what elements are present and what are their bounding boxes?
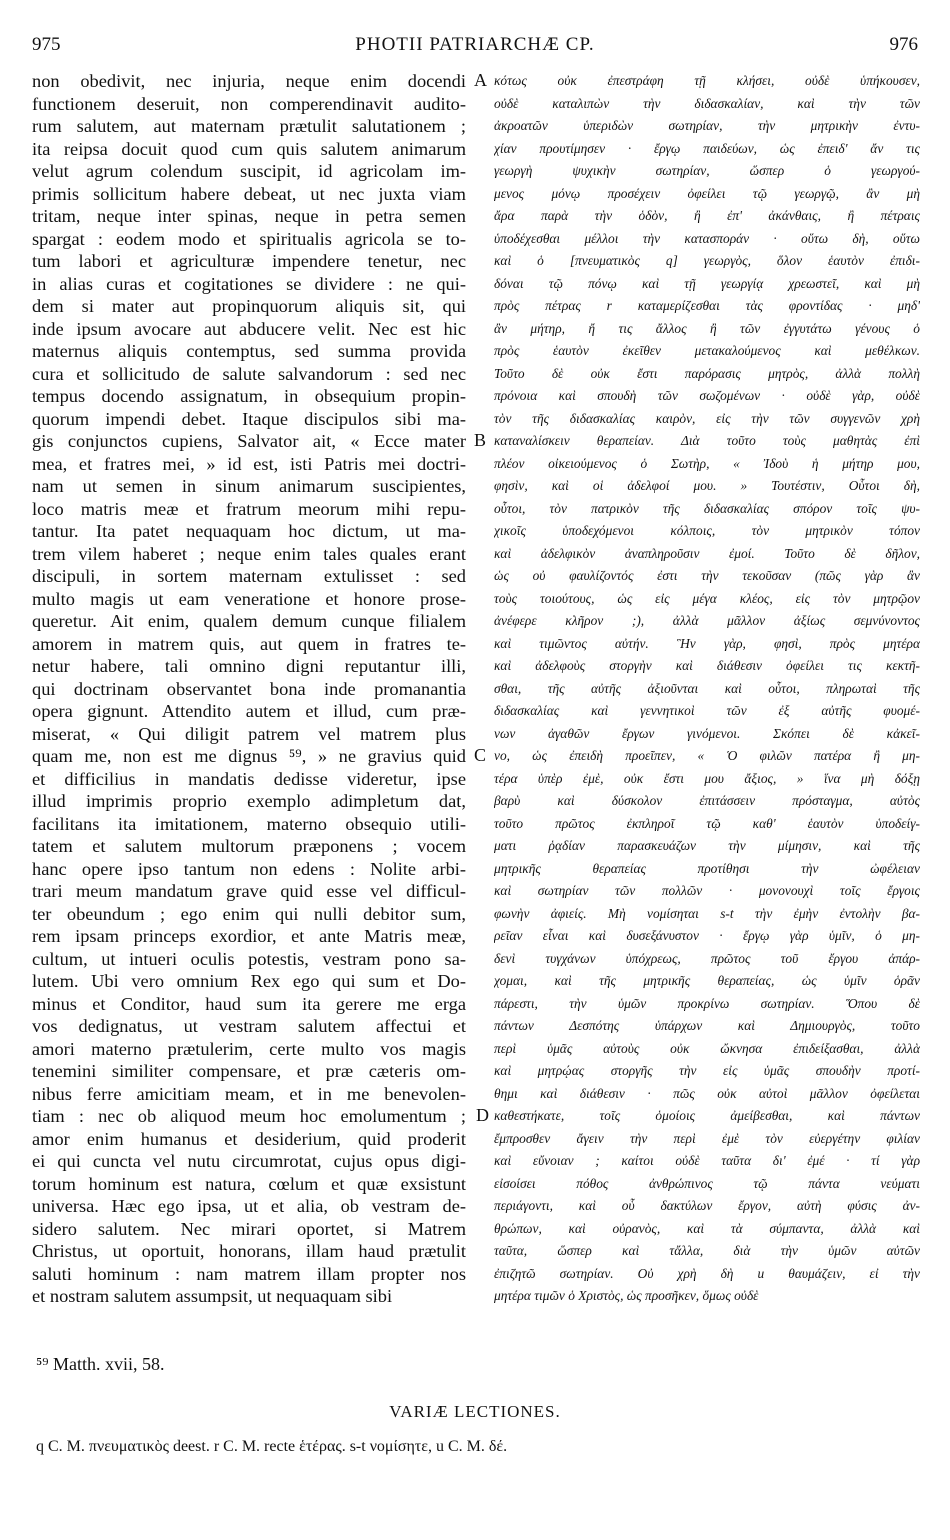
text-line: διδασκαλίας καὶ γεννητικοὶ τῶν ἐξ αὐτῆς φυομέ- [494,703,920,718]
text-line: καὶ ὁ [πνευματικὸς q] γεωργὸς, ὅλον ἑαυτὸν ἐπιδι- [494,253,920,268]
text-line: πάρεστι, τὴν ὑμῶν προκρίνω σωτηρίαν. Ὅπου δὲ [494,995,920,1011]
text-line: quorum impendi debet. Itaque discipulos sibi ma- [32,408,466,429]
text-line: facilitans ita imitationem, materno obsequio utili- [32,813,466,834]
text-line: functionem deseruit, non comperendinavit audito- [32,93,466,114]
text-line: μητρικῆς θεραπείας προτίθησι τὴν ὠφέλειαν [494,860,920,876]
text-line: νων ἀγαθῶν ἔργων γινόμενοι. Σκόπει δὲ κἀκεῖ- [494,725,920,741]
text-line: tiam : nec ob aliquod meum hoc emolumentum ; [32,1106,466,1126]
text-line: ἄρα παρὰ τὴν ὁδὸν, ἢ ἐπ' ἀκάνθαις, ἢ πέτραις [494,208,920,223]
text-line: τέρα ὑπὲρ ἐμὲ, οὐκ ἔστι μου ἄξιος, » ἵνα μὴ δόξῃ [494,770,920,786]
text-line: πρὸς πέτρας r καταμερίζεσθαι τὰς φροντίδας · μηδ' [494,298,920,313]
text-line: οὐδὲ καταλιπὼν τὴν διδασκαλίαν, καὶ τὴν τῶν [494,95,920,111]
latin-column [32,70,466,1308]
text-line: πρόνοια καὶ σπουδὴ τῶν σωζομένων · οὐδὲ γὰρ, οὐδὲ [494,388,920,403]
text-line: cultum, ut intueri oculis potestis, vestram pono sa- [32,948,466,969]
text-line: θημι καὶ διάθεσιν · πῶς οὐκ αὐτοὶ μᾶλλον ὀφείλεται [494,1085,920,1101]
text-line: ἔμπροσθεν ἄγειν τὴν περὶ ἐμὲ τὸν εὐεργέτην φιλίαν [494,1130,920,1146]
text-line: πρὸς ἑαυτὸν ἐκεῖθεν μετακαλούμενος καὶ μεθέλκων. [494,343,920,358]
text-line: tantur. Ita patet nequaquam hoc dictum, ut ma- [32,521,466,541]
text-line: tritam, neque inter spinas, neque in petra semen [32,206,466,226]
text-line: δενὶ τυγχάνων ὑπόχρεως, πρῶτος τοῦ ἔργου ἀπάρ- [494,950,920,966]
text-line: ρεῖαν εἶναι καὶ δυσεξάνυστον · ἔργῳ γὰρ ὑμῖν, ὁ μη- [494,928,920,943]
text-line: ἂν μήτηρ, ἤ τις ἄλλος ἢ τῶν ἐγγυτάτω γένους ὁ [494,320,920,336]
text-line: nam ut semen in sinum animarum suscipientes, [32,476,466,496]
text-line: ὑποδέχεσθαι μέλλοι τὴν κατασποράν · οὕτω δὴ, οὕτω [494,230,920,246]
text-line: τοῦτο πρῶτος ἐκπληροῖ τῷ καθ' ἑαυτὸν ὑποδείγ- [494,815,920,831]
text-line: ita reipsa docuit quod cum quis salutem animarum [32,138,466,159]
variae-lectiones-notes: q C. M. πνευματικὸς deest. r C. M. recte ἑτέρας. s-t νομίσητε, u C. M. δέ. [36,1438,508,1455]
text-line: queretur. Ait enim, qualem demum cunque filialem [32,611,466,631]
margin-marker-d: D [476,1105,489,1125]
text-line: καθεστήκατε, τοῖς ὁμοίοις ἀμείβεσθαι, καὶ πάντων [494,1108,920,1123]
text-line: trem vilem haberet ; neque enim tales quales erant [32,543,466,564]
text-line: hanc opere ipso tantum non edens : Nolite arbi- [32,858,466,879]
text-line: non obedivit, nec injuria, neque enim docendi [32,71,466,91]
text-line: rem ipsam princeps exordior, et ante Matris meæ, [32,926,466,946]
text-line: Τοῦτο δὲ οὐκ ἔστι παρόρασις μητρὸς, ἀλλὰ πολλὴ [494,365,920,381]
text-line: περιάγοντι, καὶ οὗ δακτύλων ἔργον, αὐτὴ φύσις ἀν- [494,1198,920,1213]
text-line: χικοῖς ὑποδεχόμενοι κόλποις, τὸν μητρικὸν τόπον [494,523,920,538]
text-line: ὡς οὐ φαυλίζοντός ἐστι τὴν τεκοῦσαν (πῶς γὰρ ἂν [494,568,920,583]
text-line: tum labori et agriculturæ impendere tenetur, nec [32,251,466,271]
text-line: netur habere, tali omnino digni reputantur illi, [32,656,466,676]
margin-marker-b: B [474,430,487,450]
text-line: saluti hominum : nam matrem illam propter nos [32,1263,466,1284]
page-header [32,34,918,62]
greek-column [494,70,920,1308]
text-line: amorem in matrem quis, aut quem in fratres te- [32,633,466,654]
text-line: spargat : eodem modo et spiritualis agricola se to- [32,228,466,249]
text-line: mea, et fratres mei, » id est, isti Patris mei doctri- [32,453,466,474]
text-line: καταναλίσκειν θεραπείαν. Διὰ τοῦτο τοὺς μαθητὰς ἐπὶ [494,433,920,448]
text-line: qui doctrinam observantet bona inde promanantia [32,678,466,699]
text-line: καὶ μητρῴας στοργῆς τὴν εἰς ὑμᾶς σπουδὴν προτί- [494,1063,920,1078]
page-number-right: 976 [889,34,918,55]
text-line: δόναι τῷ πόνῳ καὶ τῇ γεωργίᾳ χρεωστεῖ, καὶ μὴ [494,275,920,291]
text-line: τὸν τῆς διδασκαλίας καιρὸν, εἰς τὴν τῶν συγγενῶν χρὴ [494,410,920,426]
text-line: et difficilius in mandatis dedisse videretur, ipse [32,768,466,789]
text-line: quam me, non est me dignus ⁵⁹, » ne gravius quid [32,746,466,766]
text-line: πλέον οἰκειούμενος ὁ Σωτὴρ, « Ἰδοὺ ἡ μήτηρ μου, [494,455,920,471]
text-line: γεωργὴ ψυχικὴν σωτηρίαν, ὥσπερ ὁ γεωργού- [494,163,920,178]
text-line: in alias curas et cogitationes se dividere : ne qui- [32,273,466,294]
text-line: universa. Hæc ego ipsa, ut et alia, ob vestram de- [32,1196,466,1216]
text-line: velut agrum colendum suscipit, id agricolam im- [32,161,466,181]
text-line: θρώπων, καὶ οὐρανὸς, καὶ τὰ σύμπαντα, ἀλλὰ καὶ [494,1220,920,1236]
text-line: οὗτοι, τὸν πατρικὸν τῆς διδασκαλίας σπόρον τοῖς ψυ- [494,500,920,516]
text-line: trari meum mandatum grave quid esse vel difficul- [32,881,466,901]
footnote: ⁵⁹ Matth. xvii, 58. [36,1354,165,1374]
text-line: καὶ σωτηρίαν τῶν πολλῶν · μονονουχὶ τοῖς ἔργοις [494,883,920,898]
text-line: ταῦτα, ὥσπερ καὶ τἄλλα, διὰ τὴν ὑμῶν αὐτῶν [494,1243,920,1258]
running-title: PHOTII PATRIARCHÆ CP. [355,34,595,55]
text-line: amor enim humanus et desiderium, quid proderit [32,1128,466,1149]
text-line: ἀκροατῶν ὑπεριδὼν σωτηρίαν, τὴν μητρικὴν ἐντυ- [494,118,920,133]
text-line: χίαν προυτίμησεν · ἔργῳ παιδεύων, ὡς ἐπειδ' ἄν τις [494,140,920,156]
text-line: περὶ ὑμᾶς αὐτοὺς οὐκ ὤκνησα ἐπιδείξασθαι, ἀλλὰ [494,1040,920,1056]
text-line: Christus, ut oportuit, honorans, illam haud prætulit [32,1241,466,1261]
text-line: loco matris meæ et fratrum meorum mihi repu- [32,498,466,519]
text-line: εἰσοίσει πόθος ἀνθρώπινος τῷ πάντα νεύματι [494,1175,920,1191]
text-line: μητέρα τιμῶν ὁ Χριστὸς, ὡς προσῆκεν, ὅμως οὐδὲ [494,1288,759,1303]
text-line: πάντων Δεσπότης ὑπάρχων καὶ Δημιουργὸς, τοῦτο [494,1018,920,1033]
text-line: ter obeundum ; ego enim qui nulli debitor sum, [32,903,466,924]
text-line: κότως οὐκ ἐπεστράφη τῇ κλήσει, οὐδὲ ὑπήκουσεν, [494,73,920,88]
text-line: καὶ ἀδελφοὺς στοργὴν καὶ διάθεσιν ὀφείλει τις κεκτῆ- [494,658,920,673]
text-line: ei qui cuncta vel nutu circumrotat, cujus opus digi- [32,1151,466,1171]
text-line: opera gignunt. Attendito autem et illud, cum præ- [32,701,466,721]
text-line: nibus ferre amicitiam meam, et in me benevolen- [32,1083,466,1104]
text-line: torum hominum est natura, cœlum et quæ exsistunt [32,1173,466,1194]
text-line: dem si mater aut propinquorum aliquis sit, qui [32,296,466,316]
text-line: amori materno prætulerim, certe multo vos magis [32,1038,466,1059]
text-line: et nostram salutem assumpsit, ut nequaquam sibi [32,1286,393,1306]
text-line: primis sollicitum habere debeat, ut nec juxta viam [32,183,466,204]
text-line: cura et sollicitudo de salute salvandorum : sed nec [32,363,466,384]
text-line: καὶ εὔνοιαν ; καίτοι οὐδὲ ταῦτα δι' ἐμέ · τί γὰρ [494,1153,920,1168]
text-line: καὶ ἀδελφικὸν ἀναπληροῦσιν ἐμοί. Τοῦτο δὲ δῆλον, [494,545,920,561]
text-line: καὶ τιμῶντος αὐτήν. Ἣν γὰρ, φησὶ, πρὸς μητέρα [494,635,920,651]
text-line: lutem. Ubi vero omnium Rex ego qui sum et Do- [32,971,466,991]
text-line: sidero salutem. Nec mirari oportet, si Matrem [32,1218,466,1239]
text-line: multo magis ut eam veneratione et honore prose- [32,588,466,609]
variae-lectiones-heading: VARIÆ LECTIONES. [389,1402,561,1421]
text-line: νο, ὡς ἐπειδὴ προεῖπεν, « Ὁ φιλῶν πατέρα ἢ μη- [494,748,920,763]
text-line: vos dedignatus, ut vestram salutem affectui et [32,1016,466,1036]
text-line: illud imprimis proprio exemplo adimpletum dat, [32,791,466,811]
text-line: tempus docendo assignatum, in obsequium propin- [32,386,466,406]
text-line: discipuli, in sortem maternam extulisset : sed [32,566,466,586]
text-line: βαρὺ καὶ δύσκολον ἐπιτάσσειν πρόσταγμα, αὐτὸς [494,793,920,808]
text-line: ἐπιζητῶ σωτηρίαν. Οὐ χρὴ δὴ u θαυμάζειν, εἰ τὴν [494,1265,920,1281]
text-line: μενος μόνῳ προσέχειν ὀφείλει τῷ γεωργῷ, ἂν μὴ [494,185,920,201]
text-line: miserat, « Qui diligit patrem vel matrem plus [32,723,466,744]
margin-marker-c: C [474,745,487,765]
text-line: ἀνέφερε κλῆρον ;), ἀλλὰ μᾶλλον ἀξίως σεμνύνοντος [494,613,920,628]
text-line: tenemini similiter compensare, et præ cæteris om- [32,1061,466,1081]
text-line: inde ipsum avocare aut abducere velit. Nec est hic [32,318,466,339]
text-line: rum salutem, aut maternam prætulit salutationem ; [32,116,466,136]
text-line: gis conjunctos cupiens, Salvator ait, « Ecce mater [32,431,466,451]
text-line: φωνὴν ἀφιείς. Μὴ νομίσηται s-t τὴν ἐμὴν ἐντολὴν βα- [494,905,920,921]
text-line: σθαι, τῆς αὐτῆς ἀξιοῦνται καὶ οὗτοι, πληρωταὶ τῆς [494,680,920,696]
page-number-left: 975 [32,34,61,55]
text-line: tatem et salutem multorum præponens ; vocem [32,836,466,856]
margin-marker-a: A [474,70,487,90]
text-line: minus et Conditor, haud sum ita gerere me erga [32,993,466,1014]
text-line: φησὶν, καὶ οἱ ἀδελφοί μου. » Τουτέστιν, Οὗτοι δὴ, [494,478,920,493]
text-line: τοὺς τοιούτους, ὡς εἰς μέγα κλέος, εἰς τὸν μητρῷον [494,590,920,606]
text-line: maternus aliquis contemptus, sed summa provida [32,341,466,361]
text-line: ματι ῥᾳδίαν παρασκευάζων τὴν μίμησιν, καὶ τῆς [494,838,920,853]
text-line: χομαι, καὶ τῆς μητρικῆς θεραπείας, ὡς ὑμῖν ὁρᾶν [494,973,920,988]
